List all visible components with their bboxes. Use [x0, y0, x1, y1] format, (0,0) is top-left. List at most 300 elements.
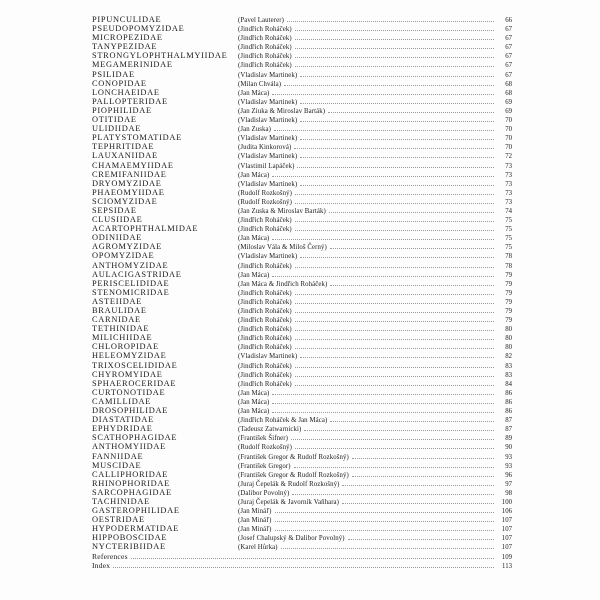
dot-leader — [131, 557, 494, 559]
page-number: 73 — [505, 162, 512, 170]
author-name: (Judita Kinkorová) — [238, 144, 292, 152]
family-name: AGROMYZIDAE — [92, 242, 163, 252]
page-number: 73 — [505, 198, 512, 206]
dot-leader — [274, 129, 494, 131]
dot-leader — [295, 56, 494, 58]
toc-entry — [92, 70, 512, 79]
toc-entry — [92, 424, 512, 433]
page-number: 83 — [505, 371, 512, 379]
page-number: 68 — [505, 89, 512, 97]
page-number: 72 — [505, 153, 512, 161]
table-of-contents — [92, 15, 512, 570]
page-number: 73 — [505, 171, 512, 179]
page-number: 67 — [505, 71, 512, 79]
page-number: 67 — [505, 62, 512, 70]
toc-entry — [92, 379, 512, 388]
family-name: SCATHOPHAGIDAE — [92, 433, 178, 443]
dot-leader — [342, 502, 494, 504]
author-name: (Jan Mináľ) — [238, 526, 272, 534]
dot-leader — [300, 156, 494, 158]
toc-entry — [92, 42, 512, 51]
page-number: 74 — [505, 207, 512, 215]
dot-leader — [284, 84, 494, 86]
author-name: (Jindřich Roháček) — [238, 326, 292, 334]
author-name: (František Gregor & Rudolf Rozkošný) — [238, 471, 349, 479]
dot-leader — [295, 202, 494, 204]
author-name: (Vladislav Martinek) — [238, 71, 298, 79]
toc-entry — [92, 161, 512, 170]
page-number: 78 — [505, 253, 512, 261]
toc-entry — [92, 306, 512, 315]
dot-leader — [295, 447, 494, 449]
dot-leader — [272, 175, 494, 177]
dot-leader — [295, 375, 494, 377]
dot-leader — [342, 484, 494, 486]
dot-leader — [295, 384, 494, 386]
family-name: MEGAMERINIDAE — [92, 60, 173, 70]
author-name: (Jan Máca) — [238, 408, 270, 416]
dot-leader — [272, 411, 494, 413]
family-name: MUSCIDAE — [92, 460, 142, 470]
family-name: BRAULIDAE — [92, 306, 147, 315]
family-name: TRIXOSCELIDIDAE — [92, 360, 178, 370]
toc-entry — [92, 315, 512, 324]
section-label: Index — [92, 560, 111, 570]
dot-leader — [295, 293, 494, 295]
author-name: (Vladislav Martinek) — [238, 117, 298, 125]
family-name: PALLOPTERIDAE — [92, 96, 168, 106]
dot-leader — [328, 111, 494, 113]
author-name: (Rudolf Rozkošný) — [238, 189, 292, 197]
family-name: NYCTERIBIIDAE — [92, 542, 166, 552]
family-name: CALLIPHORIDAE — [92, 469, 169, 479]
page-number: 67 — [505, 44, 512, 52]
dot-leader — [295, 229, 494, 231]
family-name: PSILIDAE — [92, 69, 135, 79]
family-name: SEPSIDAE — [92, 205, 137, 215]
author-name: (Jan Ziuka & Miroslav Barták) — [238, 107, 326, 115]
author-name: (Jindřich Roháček) — [238, 344, 292, 352]
author-name: (Jindřich Roháček) — [238, 53, 292, 61]
family-name: DIASTATIDAE — [92, 415, 154, 425]
page-number: 86 — [505, 408, 512, 416]
author-name: (Jindřich Roháček) — [238, 35, 292, 43]
section-label: References — [92, 551, 128, 561]
page-number: 93 — [505, 453, 512, 461]
family-name: EPHYDRIDAE — [92, 424, 153, 434]
author-name: (Jindřich Roháček) — [238, 317, 292, 325]
toc-entry — [92, 397, 512, 406]
page-number: 100 — [501, 498, 512, 506]
toc-entry — [92, 452, 512, 461]
author-name: (Vladislav Martinek) — [238, 98, 298, 106]
toc-entry — [92, 79, 512, 88]
author-name: (Jindřich Roháček) — [238, 44, 292, 52]
author-name: (Josef Chalupský & Dalibor Povolný) — [238, 535, 345, 543]
toc-entry — [92, 115, 512, 124]
toc-back-matter-entry — [92, 561, 512, 570]
family-name: OPOMYZIDAE — [92, 251, 155, 261]
author-name: (Jindřich Roháček) — [238, 62, 292, 70]
author-name: (Vladislav Martinek) — [238, 253, 298, 261]
author-name: (Jindřich Roháček) — [238, 335, 292, 343]
page-number: 79 — [505, 271, 512, 279]
dot-leader — [352, 457, 494, 459]
toc-entry — [92, 533, 512, 542]
author-name: (Vlastimil Lapáček) — [238, 162, 295, 170]
family-name: CONOPIDAE — [92, 78, 147, 88]
page-number: 75 — [505, 226, 512, 234]
family-name: CHAMAEMYIIDAE — [92, 160, 174, 170]
author-name: (Jindřich Roháček) — [238, 26, 292, 34]
page-number: 83 — [505, 362, 512, 370]
author-name: (Jan Zuska & Miroslav Barták) — [238, 207, 326, 215]
family-name: CREMIFANIIDAE — [92, 169, 167, 179]
page-number: 90 — [505, 444, 512, 452]
toc-entry — [92, 370, 512, 379]
dot-leader — [348, 538, 494, 540]
family-name: PLATYSTOMATIDAE — [92, 133, 182, 143]
page-number: 84 — [505, 380, 512, 388]
dot-leader — [295, 29, 494, 31]
page-number: 106 — [501, 508, 512, 516]
family-name: STENOMICRIDAE — [92, 287, 170, 297]
author-name: (Jan Mináľ) — [238, 508, 272, 516]
page-number: 107 — [501, 544, 512, 552]
dot-leader — [275, 529, 495, 531]
dot-leader — [295, 338, 494, 340]
family-name: PHAEOMYIIDAE — [92, 187, 165, 197]
page-number: 66 — [505, 17, 512, 24]
dot-leader — [295, 193, 494, 195]
family-name: TEPHRITIDAE — [92, 142, 155, 152]
page-number: 107 — [501, 526, 512, 534]
toc-entry — [92, 206, 512, 215]
toc-entry — [92, 506, 512, 515]
toc-entry — [92, 106, 512, 115]
page-number: 82 — [505, 353, 512, 361]
page-number: 87 — [505, 417, 512, 425]
family-name: OESTRIDAE — [92, 515, 145, 525]
dot-leader — [272, 393, 494, 395]
dot-leader — [300, 356, 494, 358]
author-name: (Milan Chvála) — [238, 80, 282, 88]
family-name: MICROPEZIDAE — [92, 33, 163, 43]
toc-entry — [92, 197, 512, 206]
toc-entry — [92, 461, 512, 470]
page-number: 79 — [505, 298, 512, 306]
toc-entry — [92, 333, 512, 342]
author-name: (Jindřich Roháček) — [238, 380, 292, 388]
page-number: 69 — [505, 107, 512, 115]
dot-leader — [295, 38, 494, 40]
family-name: LONCHAEIDAE — [92, 87, 160, 97]
family-name: SARCOPHAGIDAE — [92, 487, 172, 497]
page-number: 70 — [505, 117, 512, 125]
toc-entry — [92, 142, 512, 151]
dot-leader — [113, 566, 494, 568]
toc-entry — [92, 97, 512, 106]
toc-entry — [92, 470, 512, 479]
dot-leader — [295, 47, 494, 49]
page-number: 70 — [505, 126, 512, 134]
dot-leader — [330, 420, 494, 422]
family-name: LAUXANIIDAE — [92, 151, 158, 161]
dot-leader — [295, 220, 494, 222]
page-number: 70 — [505, 144, 512, 152]
dot-leader — [295, 266, 494, 268]
page-number: 89 — [505, 435, 512, 443]
page-number: 75 — [505, 244, 512, 252]
family-name: HYPODERMATIDAE — [92, 524, 180, 534]
toc-entry — [92, 215, 512, 224]
toc-entry — [92, 442, 512, 451]
dot-leader — [292, 493, 494, 495]
author-name: (Pavel Lauterer) — [238, 17, 284, 24]
author-name: (Vladislav Martinek) — [238, 353, 298, 361]
toc-entry — [92, 297, 512, 306]
page-number: 98 — [505, 489, 512, 497]
author-name: (Rudolf Rozkošný) — [238, 444, 292, 452]
author-name: (Jan Máca) — [238, 235, 270, 243]
dot-leader — [300, 256, 494, 258]
toc-entry — [92, 288, 512, 297]
author-name: (Tadeusz Zatwarnicki) — [238, 426, 302, 434]
author-name: (Jindřich Roháček) — [238, 362, 292, 370]
family-name: TANYPEZIDAE — [92, 42, 158, 52]
family-name: PSEUDOPOMYZIDAE — [92, 24, 185, 34]
author-name: (Jindřich Roháček) — [238, 289, 292, 297]
toc-entry — [92, 388, 512, 397]
family-name: FANNIIDAE — [92, 451, 144, 461]
family-name: ULIDIIDAE — [92, 124, 142, 134]
author-name: (Vladislav Martinek) — [238, 153, 298, 161]
toc-entry — [92, 342, 512, 351]
dot-leader — [295, 320, 494, 322]
toc-entry — [92, 497, 512, 506]
toc-entry — [92, 124, 512, 133]
dot-leader — [295, 347, 494, 349]
toc-entry — [92, 51, 512, 60]
family-name: PIOPHILIDAE — [92, 105, 152, 115]
author-name: (Juraj Čepelák & Rudolf Rozkošný) — [238, 480, 340, 488]
author-name: (František Gregor) — [238, 462, 291, 470]
dot-leader — [295, 311, 494, 313]
family-name: PIPUNCULIDAE — [92, 15, 162, 24]
page-number: 97 — [505, 480, 512, 488]
toc-entry — [92, 224, 512, 233]
page-number: 68 — [505, 80, 512, 88]
page-number: 78 — [505, 262, 512, 270]
page-number: 79 — [505, 280, 512, 288]
dot-leader — [291, 438, 494, 440]
toc-entry — [92, 170, 512, 179]
toc-entry — [92, 415, 512, 424]
page-number: 107 — [501, 517, 512, 525]
toc-entry — [92, 251, 512, 260]
family-name: CURTONOTIDAE — [92, 387, 166, 397]
page-number: 79 — [505, 317, 512, 325]
family-name: ANTHOMYZIDAE — [92, 260, 169, 270]
family-name: MILICHIIDAE — [92, 333, 153, 343]
dot-leader — [294, 466, 494, 468]
page-number: 67 — [505, 35, 512, 43]
author-name: (Jan Máca) — [238, 89, 270, 97]
dot-leader — [295, 302, 494, 304]
toc-entry — [92, 15, 512, 24]
author-name: (Jan Máca) — [238, 271, 270, 279]
toc-entry — [92, 88, 512, 97]
family-name: PERISCELIDIDAE — [92, 278, 170, 288]
toc-entry — [92, 270, 512, 279]
toc-entry — [92, 279, 512, 288]
dot-leader — [330, 247, 494, 249]
toc-entry — [92, 515, 512, 524]
author-name: (Rudolf Rozkošný) — [238, 198, 292, 206]
author-name: (Juraj Čepelák & Javorník Vaňhara) — [238, 498, 340, 506]
page-number: 113 — [502, 562, 512, 570]
author-name: (Jan Máca) — [238, 171, 270, 179]
family-name: STRONGYLOPHTHALMYIIDAE — [92, 51, 228, 61]
toc-entry — [92, 433, 512, 442]
dot-leader — [330, 284, 494, 286]
dot-leader — [300, 184, 494, 186]
family-name: ASTEIIDAE — [92, 296, 143, 306]
page-number: 86 — [505, 398, 512, 406]
page-number: 96 — [505, 471, 512, 479]
toc-entry — [92, 33, 512, 42]
page-number: 79 — [505, 289, 512, 297]
author-name: (Jan Máca) — [238, 398, 270, 406]
family-name: ACARTOPHTHALMIDAE — [92, 224, 199, 234]
toc-entry — [92, 133, 512, 142]
dot-leader — [300, 120, 494, 122]
page-number: 73 — [505, 180, 512, 188]
author-name: (Jindřich Roháček) — [238, 226, 292, 234]
toc-entry — [92, 479, 512, 488]
author-name: (František Gregor & Rudolf Rozkošný) — [238, 453, 349, 461]
family-name: CHLOROPIDAE — [92, 342, 159, 352]
dot-leader — [272, 238, 494, 240]
dot-leader — [352, 475, 494, 477]
dot-leader — [272, 93, 494, 95]
toc-entry — [92, 24, 512, 33]
dot-leader — [304, 429, 494, 431]
toc-entry — [92, 261, 512, 270]
family-name: HELEOMYZIDAE — [92, 351, 167, 361]
toc-entry — [92, 524, 512, 533]
page-number: 107 — [501, 535, 512, 543]
author-name: (Jindřich Roháček & Jan Máca) — [238, 417, 328, 425]
author-name: (František Šifner) — [238, 435, 288, 443]
toc-entry — [92, 488, 512, 497]
page-number: 109 — [501, 553, 512, 561]
dot-leader — [295, 65, 494, 67]
family-name: TACHINIDAE — [92, 496, 150, 506]
family-name: ANTHOMYIIDAE — [92, 442, 166, 452]
author-name: (Jindřich Roháček) — [238, 217, 292, 225]
page-number: 93 — [505, 462, 512, 470]
toc-back-matter-entry — [92, 552, 512, 561]
family-name: CARNIDAE — [92, 315, 141, 325]
toc-entry — [92, 151, 512, 160]
author-name: (Jan Zuska) — [238, 126, 271, 134]
family-name: OTITIDAE — [92, 115, 137, 125]
dot-leader — [300, 102, 494, 104]
page-number: 75 — [505, 217, 512, 225]
dot-leader — [329, 211, 494, 213]
family-name: AULACIGASTRIDAE — [92, 269, 182, 279]
family-name: SPHAEROCERIDAE — [92, 378, 177, 388]
page-number: 70 — [505, 135, 512, 143]
page-number: 69 — [505, 98, 512, 106]
page-number: 67 — [505, 53, 512, 61]
family-name: GASTEROPHILIDAE — [92, 506, 180, 516]
dot-leader — [287, 20, 494, 22]
family-name: SCIOMYZIDAE — [92, 196, 158, 206]
family-name: DROSOPHILIDAE — [92, 406, 169, 416]
toc-entry — [92, 179, 512, 188]
author-name: (Jindřich Roháček) — [238, 371, 292, 379]
toc-entry — [92, 361, 512, 370]
toc-entry — [92, 233, 512, 242]
family-name: DRYOMYZIDAE — [92, 178, 162, 188]
author-name: (Jan Máca) — [238, 389, 270, 397]
author-name: (Jindřich Roháček) — [238, 308, 292, 315]
dot-leader — [295, 329, 494, 331]
author-name: (Jan Mináľ) — [238, 517, 272, 525]
dot-leader — [300, 75, 494, 77]
page-number: 75 — [505, 235, 512, 243]
toc-entry — [92, 242, 512, 251]
dot-leader — [281, 547, 494, 549]
toc-entry — [92, 60, 512, 69]
family-name: HIPPOBOSCIDAE — [92, 533, 168, 543]
dot-leader — [294, 147, 494, 149]
author-name: (Vladislav Martinek) — [238, 135, 298, 143]
author-name: (Jindřich Roháček) — [238, 262, 292, 270]
author-name: (Jindřich Roháček) — [238, 298, 292, 306]
family-name: CLUSIIDAE — [92, 215, 143, 225]
toc-entry — [92, 406, 512, 415]
page-number: 73 — [505, 189, 512, 197]
dot-leader — [295, 366, 494, 368]
page-number: 79 — [505, 308, 512, 315]
dot-leader — [297, 166, 494, 168]
page-number: 80 — [505, 326, 512, 334]
family-name: CHYROMYIDAE — [92, 369, 163, 379]
family-name: CAMILLIDAE — [92, 396, 152, 406]
author-name: (Jan Máca & Jindřich Roháček) — [238, 280, 328, 288]
dot-leader — [300, 138, 494, 140]
dot-leader — [272, 402, 494, 404]
family-name: TETHINIDAE — [92, 324, 150, 334]
toc-entry — [92, 542, 512, 551]
toc-entry — [92, 188, 512, 197]
dot-leader — [275, 511, 495, 513]
author-name: (Dalibor Povolný) — [238, 489, 290, 497]
page-number: 80 — [505, 335, 512, 343]
page-number: 86 — [505, 389, 512, 397]
page-number: 80 — [505, 344, 512, 352]
author-name: (Karel Hůrka) — [238, 544, 278, 552]
dot-leader — [272, 275, 494, 277]
page-number: 87 — [505, 426, 512, 434]
page-number: 67 — [505, 26, 512, 34]
family-name: ODINIIDAE — [92, 233, 143, 243]
author-name: (Miloslav Vála & Miloš Černý) — [238, 244, 327, 252]
family-name: RHINOPHORIDAE — [92, 478, 170, 488]
